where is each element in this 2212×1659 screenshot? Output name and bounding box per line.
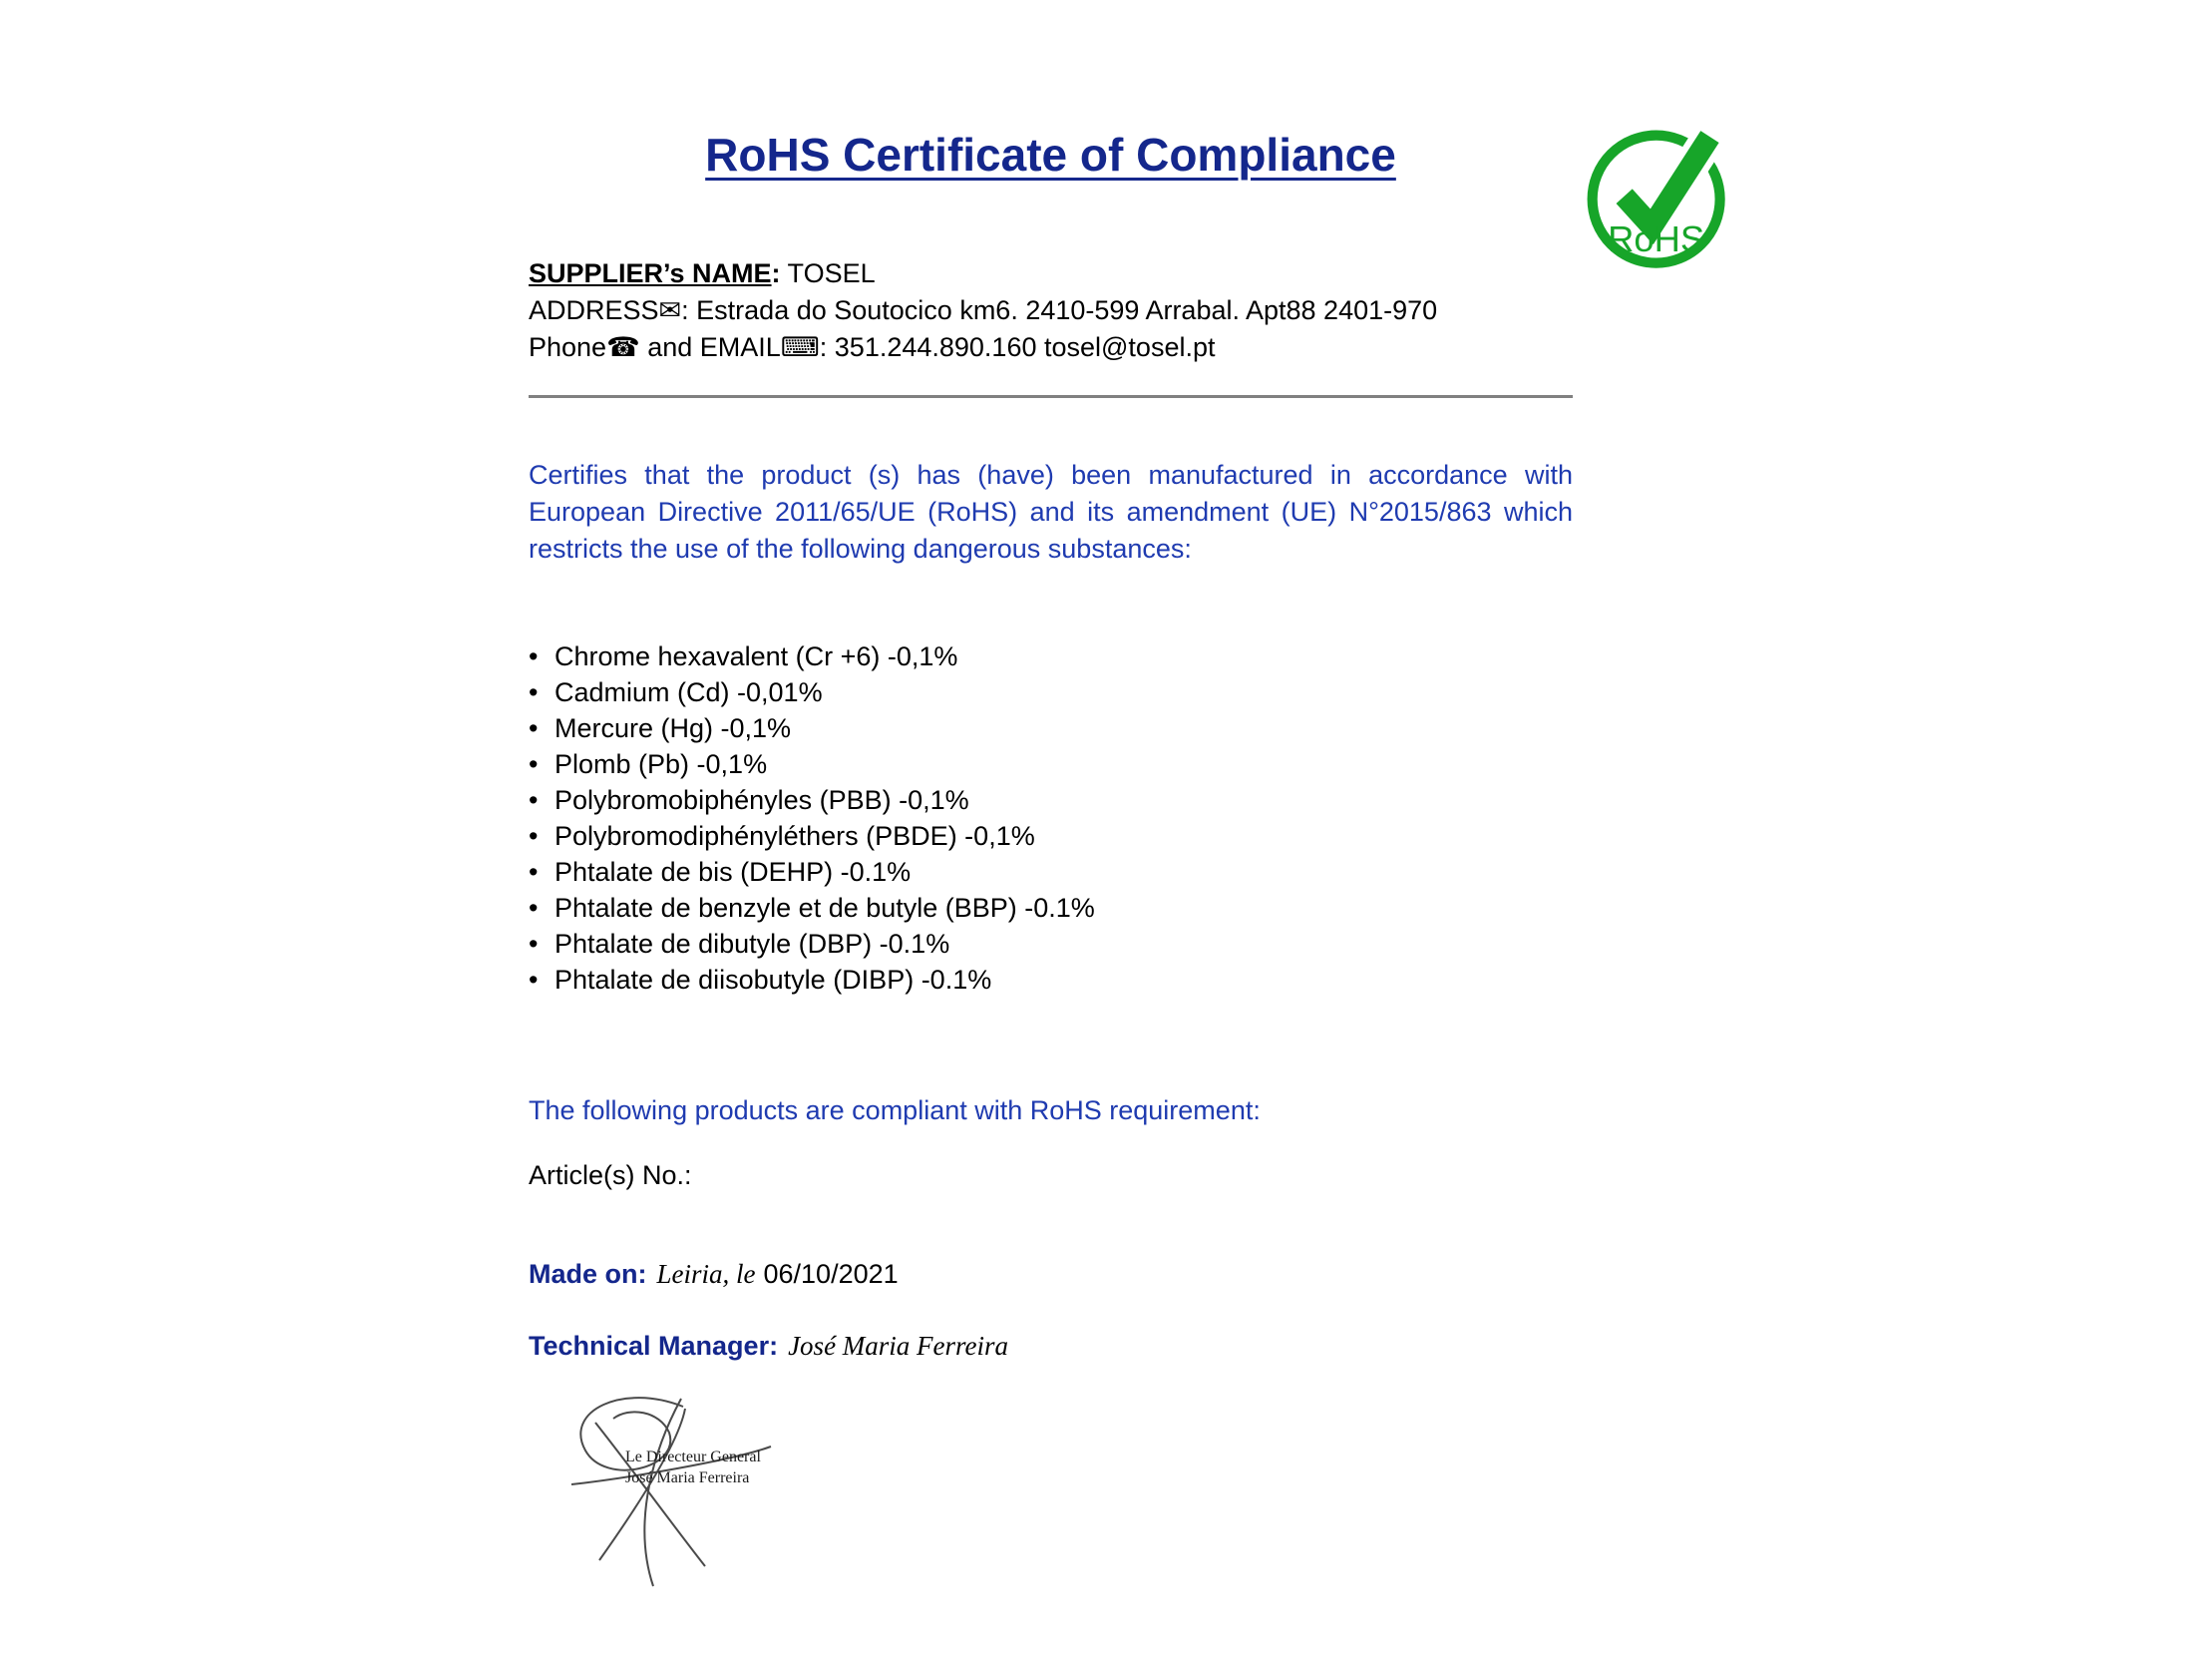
substance-item [529,674,1095,710]
compliance-statement: The following products are compliant with RoHS requirement: [529,1095,1261,1125]
bullet-marker: • [529,821,539,851]
supplier-name-value: TOSEL [780,258,876,288]
computer-icon: ⌨ [780,332,820,363]
substance-text: Polybromodiphényléthers (PBDE) -0,1% [554,821,1035,851]
signature-block [534,1389,863,1608]
articles-label: Article(s) No.: [529,1160,692,1190]
substance-text: Cadmium (Cd) -0,01% [554,677,823,707]
substance-text: Phtalate de dibutyle (DBP) -0.1% [554,929,950,959]
substance-item [529,818,1095,854]
supplier-block [529,255,1573,366]
supplier-name-colon: : [771,258,781,288]
bullet-marker: • [529,785,539,815]
substance-text: Phtalate de bis (DEHP) -0.1% [554,857,912,887]
rohs-logo-label: RoHS [1608,218,1705,259]
bullet-marker: • [529,749,539,779]
supplier-name-line [529,255,1573,292]
signature-stroke [595,1423,705,1566]
page-title-text: RoHS Certificate of Compliance [705,129,1396,181]
bullet-marker: • [529,893,539,923]
substance-item [529,638,1095,674]
address-value: : Estrada do Soutocico km6. 2410-599 Arrabal. Apt88 2401-970 [681,295,1438,325]
substance-item [529,890,1095,926]
technical-manager-line [529,1331,1008,1362]
phone-label: Phone [529,332,607,362]
substance-text: Chrome hexavalent (Cr +6) -0,1% [554,641,958,671]
phone-icon: ☎ [606,332,640,363]
rohs-logo-graphic [1581,112,1740,279]
supplier-address-line [529,292,1573,329]
substance-item [529,710,1095,746]
substance-item [529,746,1095,782]
substances-list [529,638,1095,998]
substance-item [529,854,1095,890]
substance-text: Plomb (Pb) -0,1% [554,749,768,779]
bullet-marker: • [529,641,539,671]
horizontal-divider [529,395,1573,398]
envelope-icon: ✉ [658,295,682,326]
signature-title: Le Directeur General [625,1449,761,1465]
email-label: and EMAIL [639,332,781,362]
substance-text: Polybromobiphényles (PBB) -0,1% [554,785,969,815]
substance-item [529,926,1095,962]
substance-text: Phtalate de diisobutyle (DIBP) -0.1% [554,965,992,995]
made-on-label: Made on: [529,1259,647,1289]
signature-scribble [534,1389,833,1598]
rohs-logo [1581,112,1740,279]
made-on-line [529,1259,899,1290]
bullet-marker: • [529,857,539,887]
substance-text: Mercure (Hg) -0,1% [554,713,792,743]
address-label: ADDRESS [529,295,659,325]
bullet-marker: • [529,965,539,995]
made-on-date: 06/10/2021 [763,1259,899,1289]
signature-text [625,1447,761,1488]
certification-paragraph: Certifies that the product (s) has (have) been manufactured in accordance with European Directive 2011/65/UE (RoHS) and its amendment (UE) N°2015/863 which restricts the use of the following dangerous substances: [529,460,1573,564]
bullet-marker: • [529,713,539,743]
bullet-marker: • [529,929,539,959]
supplier-name-label: SUPPLIER’s NAME [529,258,772,288]
technical-manager-label: Technical Manager: [529,1331,779,1361]
made-on-place: Leiria, le [656,1259,756,1289]
technical-manager-name: José Maria Ferreira [788,1331,1009,1361]
substance-item [529,782,1095,818]
substance-item [529,962,1095,998]
page-title [529,128,1573,182]
signature-name: José Maria Ferreira [625,1469,750,1486]
bullet-marker: • [529,677,539,707]
substance-text: Phtalate de benzyle et de butyle (BBP) -0.1% [554,893,1095,923]
supplier-contact-line [529,329,1573,366]
contact-value: : 351.244.890.160 tosel@tosel.pt [819,332,1216,362]
